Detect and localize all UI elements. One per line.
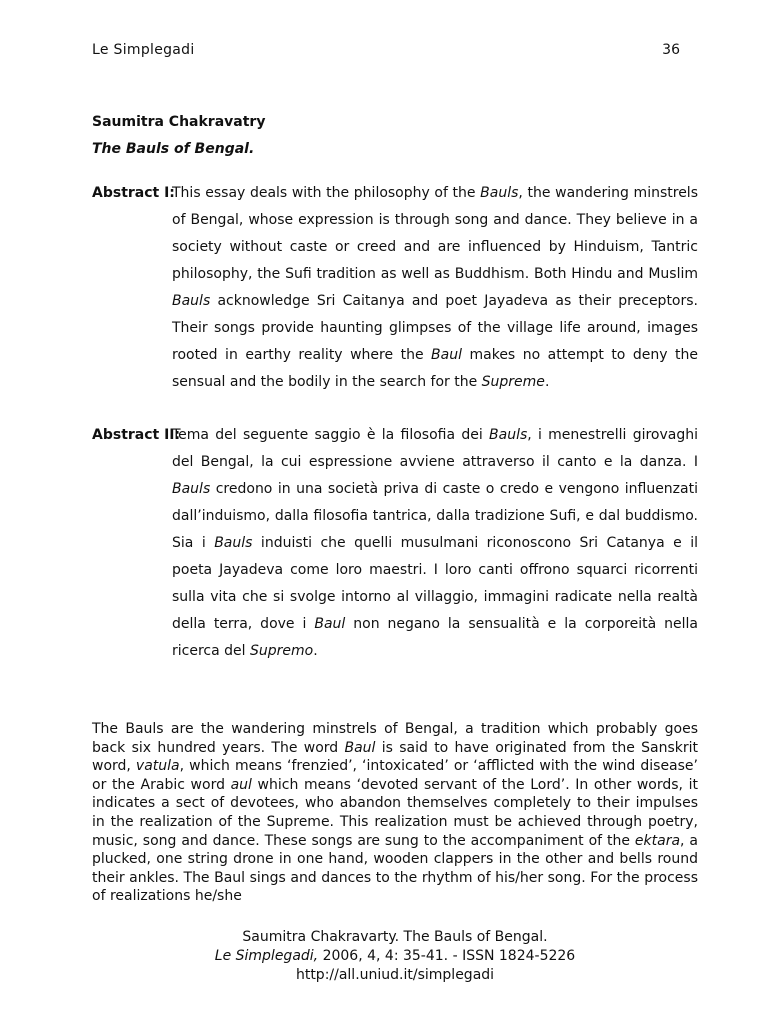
abstract-italian-label: Abstract II: bbox=[92, 427, 181, 443]
italic-term: vatula bbox=[135, 758, 180, 775]
page-number: 36 bbox=[662, 42, 680, 58]
abstract-english-text: This essay deals with the philosophy of the Bauls, the wandering minstrels of Bengal, whose expression is through song and dance. They believe in a society without caste or creed and are influenced by Hinduism, Tantric philosophy, the Sufi tradition as well as Buddhism. Both Hindu and Muslim Bauls acknowledge Sri Caitanya and poet Jayadeva as their preceptors. Their songs provide haunting glimpses of the village life around, images rooted in earthy reality where the Baul makes no attempt to deny the sensual and the bodily in the search for the Supreme. bbox=[172, 185, 698, 390]
italic-term: ektara bbox=[634, 832, 681, 849]
italic-term: Baul bbox=[314, 616, 346, 632]
footer-url: http://all.uniud.it/simplegadi bbox=[295, 967, 495, 983]
footer-citation: Saumitra Chakravarty. The Bauls of Bengal. bbox=[242, 929, 548, 945]
body-paragraph: The Bauls are the wandering minstrels of Bengal, a tradition which probably goes back six hundred years. The word Baul is said to have originated from the Sanskrit word, vatula, which means ‘frenzied’, ‘intoxicated’ or ‘afflicted with the wind disease’ or the Arabic word aul which means ‘devoted servant of the Lord’. In other words, it indicates a sect of devotees, who abandon themselves completely to their impulses in the realization of the Supreme. This realization must be achieved through poetry, music, song and dance. These songs are sung to the accompaniment of the ektara, a plucked, one string drone in one hand, wooden clappers in the other and bells round their ankles. The Baul sings and dances to the rhythm of his/her song. For the process of realizations he/she bbox=[92, 721, 699, 905]
italic-term: Supremo bbox=[249, 643, 314, 659]
italic-term: Baul bbox=[344, 739, 376, 756]
footer-journal-details: 2006, 4, 4: 35-41. - ISSN 1824-5226 bbox=[318, 948, 576, 964]
italic-term: Bauls bbox=[172, 293, 211, 309]
running-header-journal: Le Simplegadi bbox=[92, 42, 195, 58]
abstract-english-label: Abstract I: bbox=[92, 185, 175, 201]
article-author: Saumitra Chakravatry bbox=[92, 114, 266, 130]
abstract-italian bbox=[92, 422, 698, 665]
italic-term: Baul bbox=[431, 347, 462, 363]
page-footer bbox=[92, 928, 698, 985]
italic-term: Bauls bbox=[480, 185, 519, 201]
abstract-english bbox=[92, 180, 698, 396]
article-title: The Bauls of Bengal. bbox=[92, 141, 255, 157]
italic-term: aul bbox=[230, 776, 252, 793]
footer-journal-name: Le Simplegadi, bbox=[214, 948, 319, 964]
footer-journal-line bbox=[92, 947, 698, 966]
italic-term: Bauls bbox=[214, 535, 253, 551]
italic-term: Bauls bbox=[172, 481, 211, 497]
italic-term: Supreme bbox=[481, 374, 545, 390]
abstract-italian-text: Tema del seguente saggio è la filosofia dei Bauls, i menestrelli girovaghi del Bengal, la cui espressione avviene attraverso il canto e la danza. I Bauls credono in una società priva di caste o credo e vengono influenzati dall’induismo, dalla filosofia tantrica, dalla tradizione Sufi, e dal buddismo. Sia i Bauls induisti che quelli musulmani riconoscono Sri Catanya e il poeta Jayadeva come loro maestri. I loro canti offrono squarci ricorrenti sulla vita che si svolge intorno al villaggio, immagini radicate nella realtà della terra, dove i Baul non negano la sensualità e la corporeità nella ricerca del Supremo. bbox=[172, 427, 699, 659]
italic-term: Bauls bbox=[489, 427, 528, 443]
